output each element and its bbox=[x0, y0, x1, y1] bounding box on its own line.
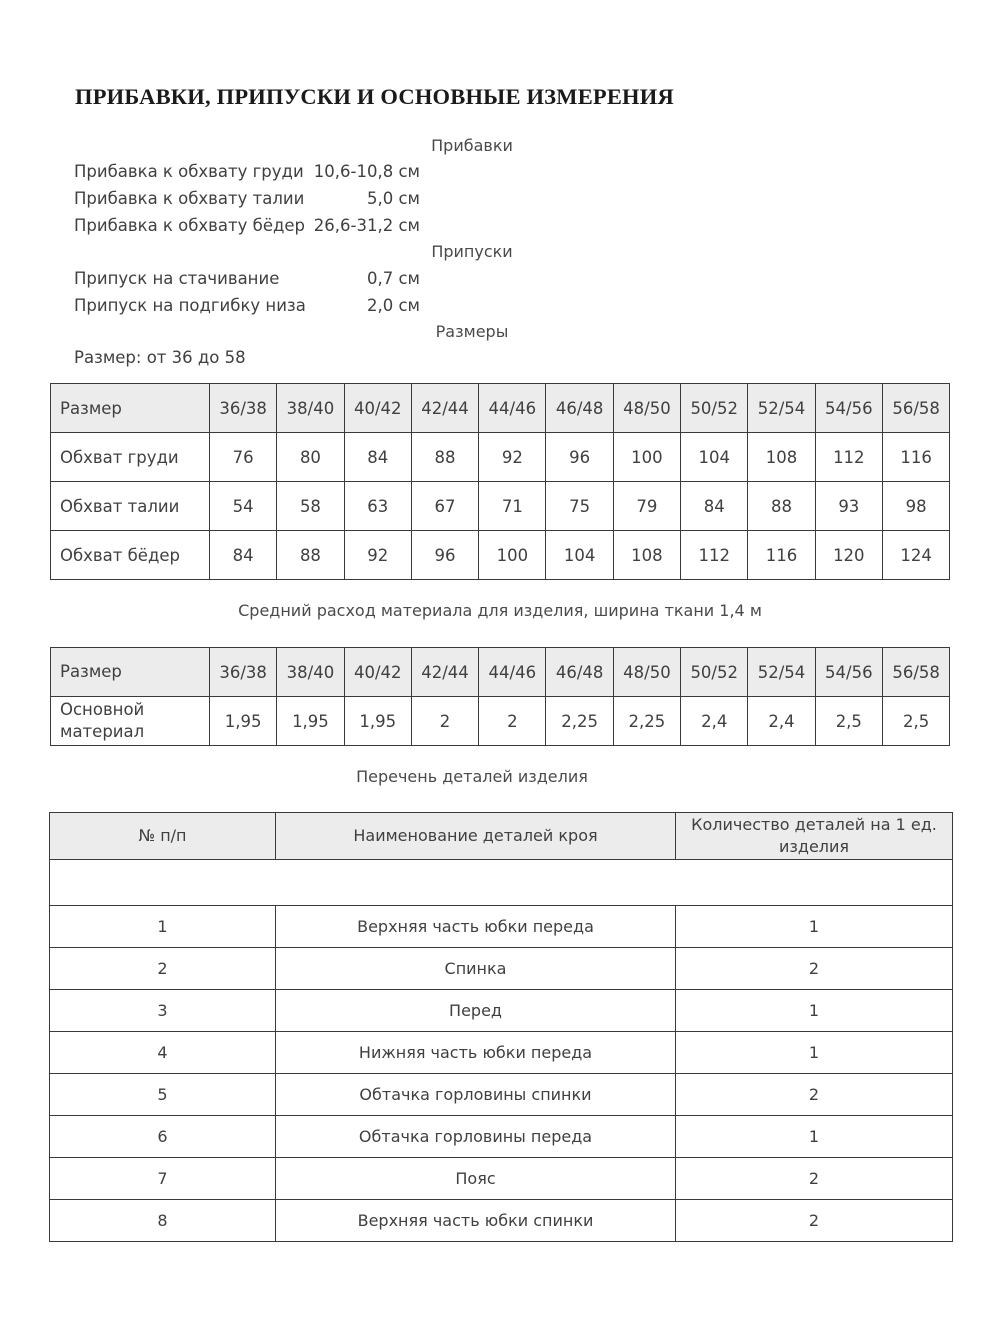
table-cell: 2,5 bbox=[815, 697, 882, 746]
size-header: 48/50 bbox=[613, 384, 680, 433]
table-cell: 54 bbox=[210, 482, 277, 531]
part-name: Перед bbox=[276, 990, 676, 1032]
table-row bbox=[50, 990, 953, 1032]
part-number: 1 bbox=[50, 906, 276, 948]
table-cell: 84 bbox=[210, 531, 277, 580]
row-label-line: Основной bbox=[60, 700, 145, 719]
table-cell: 75 bbox=[546, 482, 613, 531]
measurements-header-label: Размер bbox=[51, 384, 210, 433]
table-cell: 88 bbox=[411, 433, 478, 482]
table-cell: 124 bbox=[882, 531, 949, 580]
row-label: Обхват бёдер bbox=[51, 531, 210, 580]
part-quantity: 1 bbox=[676, 906, 953, 948]
seam-label-stitching: Припуск на стачивание bbox=[74, 269, 280, 288]
size-header: 50/52 bbox=[681, 648, 748, 697]
table-cell: 80 bbox=[277, 433, 344, 482]
table-row bbox=[51, 697, 950, 746]
part-name: Спинка bbox=[276, 948, 676, 990]
table-row bbox=[50, 1032, 953, 1074]
size-header: 42/44 bbox=[411, 648, 478, 697]
part-quantity: 1 bbox=[676, 1116, 953, 1158]
table-row bbox=[50, 948, 953, 990]
size-header: 56/58 bbox=[882, 384, 949, 433]
part-quantity: 2 bbox=[676, 1158, 953, 1200]
table-cell: 108 bbox=[748, 433, 815, 482]
seam-label-hem: Припуск на подгибку низа bbox=[74, 296, 306, 315]
page-title: ПРИБАВКИ, ПРИПУСКИ И ОСНОВНЫЕ ИЗМЕРЕНИЯ bbox=[75, 84, 674, 109]
table-cell: 120 bbox=[815, 531, 882, 580]
part-number: 2 bbox=[50, 948, 276, 990]
table-cell: 92 bbox=[479, 433, 546, 482]
table-row bbox=[50, 1074, 953, 1116]
table-cell: 100 bbox=[613, 433, 680, 482]
table-cell: 76 bbox=[210, 433, 277, 482]
allowance-value-waist: 5,0 см bbox=[366, 189, 420, 208]
size-header: 44/46 bbox=[479, 648, 546, 697]
table-cell: 108 bbox=[613, 531, 680, 580]
table-cell: 79 bbox=[613, 482, 680, 531]
table-cell: 96 bbox=[546, 433, 613, 482]
parts-header-row bbox=[50, 813, 953, 860]
table-cell: 84 bbox=[681, 482, 748, 531]
table-cell: 104 bbox=[681, 433, 748, 482]
part-name: Обтачка горловины спинки bbox=[276, 1074, 676, 1116]
size-header: 54/56 bbox=[815, 648, 882, 697]
part-name: Верхняя часть юбки переда bbox=[276, 906, 676, 948]
table-cell: 2,4 bbox=[681, 697, 748, 746]
seam-value-stitching: 0,7 см bbox=[366, 269, 420, 288]
table-cell: 1,95 bbox=[344, 697, 411, 746]
parts-table bbox=[49, 812, 953, 1242]
part-name: Верхняя часть юбки спинки bbox=[276, 1200, 676, 1242]
table-cell: 98 bbox=[882, 482, 949, 531]
col-header-quantity bbox=[676, 813, 953, 860]
table-cell: 116 bbox=[748, 531, 815, 580]
col-header-number: № п/п bbox=[50, 813, 276, 860]
table-cell: 2,25 bbox=[546, 697, 613, 746]
part-name: Обтачка горловины переда bbox=[276, 1116, 676, 1158]
allowance-value-chest: 10,6-10,8 см bbox=[313, 162, 420, 181]
material-header-row bbox=[51, 648, 950, 697]
col-header-line: Количество деталей на 1 ед. bbox=[691, 815, 937, 834]
table-cell: 2 bbox=[479, 697, 546, 746]
blank-row bbox=[50, 860, 953, 906]
size-header: 50/52 bbox=[681, 384, 748, 433]
table-cell: 2 bbox=[411, 697, 478, 746]
allowance-label-waist: Прибавка к обхвату талии bbox=[74, 189, 305, 208]
seam-value-hem: 2,0 см bbox=[366, 296, 420, 315]
measurements-header-row bbox=[51, 384, 950, 433]
table-cell: 63 bbox=[344, 482, 411, 531]
allowance-label-hips: Прибавка к обхвату бёдер bbox=[74, 216, 305, 235]
size-header: 40/42 bbox=[344, 384, 411, 433]
part-quantity: 1 bbox=[676, 990, 953, 1032]
allowances-heading: Прибавки bbox=[431, 136, 513, 155]
size-header: 48/50 bbox=[613, 648, 680, 697]
table-cell: 2,4 bbox=[748, 697, 815, 746]
part-number: 4 bbox=[50, 1032, 276, 1074]
table-row bbox=[50, 906, 953, 948]
table-row bbox=[50, 1116, 953, 1158]
blank-cell bbox=[50, 860, 953, 906]
size-header: 56/58 bbox=[882, 648, 949, 697]
size-header: 42/44 bbox=[411, 384, 478, 433]
table-row bbox=[50, 1200, 953, 1242]
part-name: Пояс bbox=[276, 1158, 676, 1200]
material-header-label: Размер bbox=[51, 648, 210, 697]
table-cell: 88 bbox=[277, 531, 344, 580]
size-header: 52/54 bbox=[748, 384, 815, 433]
size-header: 46/48 bbox=[546, 648, 613, 697]
table-cell: 1,95 bbox=[277, 697, 344, 746]
parts-heading: Перечень деталей изделия bbox=[356, 767, 588, 786]
size-header: 38/40 bbox=[277, 384, 344, 433]
row-label: Обхват талии bbox=[51, 482, 210, 531]
size-header: 52/54 bbox=[748, 648, 815, 697]
part-number: 3 bbox=[50, 990, 276, 1032]
part-quantity: 1 bbox=[676, 1032, 953, 1074]
table-cell: 2,25 bbox=[613, 697, 680, 746]
table-cell: 2,5 bbox=[882, 697, 949, 746]
part-name: Нижняя часть юбки переда bbox=[276, 1032, 676, 1074]
measurements-table bbox=[50, 383, 950, 580]
allowance-value-hips: 26,6-31,2 см bbox=[313, 216, 420, 235]
table-row bbox=[50, 1158, 953, 1200]
table-cell: 58 bbox=[277, 482, 344, 531]
table-cell: 96 bbox=[411, 531, 478, 580]
table-cell: 112 bbox=[815, 433, 882, 482]
row-label: Обхват груди bbox=[51, 433, 210, 482]
table-cell: 104 bbox=[546, 531, 613, 580]
size-header: 36/38 bbox=[210, 384, 277, 433]
table-cell: 1,95 bbox=[210, 697, 277, 746]
table-row bbox=[51, 482, 950, 531]
table-cell: 71 bbox=[479, 482, 546, 531]
table-cell: 84 bbox=[344, 433, 411, 482]
part-number: 8 bbox=[50, 1200, 276, 1242]
table-cell: 93 bbox=[815, 482, 882, 531]
size-header: 46/48 bbox=[546, 384, 613, 433]
size-range-text: Размер: от 36 до 58 bbox=[74, 348, 246, 367]
table-cell: 92 bbox=[344, 531, 411, 580]
part-quantity: 2 bbox=[676, 1074, 953, 1116]
sizes-heading: Размеры bbox=[435, 322, 509, 341]
part-number: 6 bbox=[50, 1116, 276, 1158]
part-quantity: 2 bbox=[676, 948, 953, 990]
row-label bbox=[51, 697, 210, 746]
size-header: 38/40 bbox=[277, 648, 344, 697]
part-number: 5 bbox=[50, 1074, 276, 1116]
col-header-name: Наименование деталей кроя bbox=[276, 813, 676, 860]
table-cell: 112 bbox=[681, 531, 748, 580]
material-heading: Средний расход материала для изделия, ширина ткани 1,4 м bbox=[238, 601, 762, 620]
allowance-label-chest: Прибавка к обхвату груди bbox=[74, 162, 304, 181]
size-header: 54/56 bbox=[815, 384, 882, 433]
table-cell: 100 bbox=[479, 531, 546, 580]
size-header: 40/42 bbox=[344, 648, 411, 697]
seams-heading: Припуски bbox=[431, 242, 513, 261]
table-cell: 116 bbox=[882, 433, 949, 482]
part-quantity: 2 bbox=[676, 1200, 953, 1242]
table-cell: 88 bbox=[748, 482, 815, 531]
table-cell: 67 bbox=[411, 482, 478, 531]
table-row bbox=[51, 433, 950, 482]
part-number: 7 bbox=[50, 1158, 276, 1200]
material-table bbox=[50, 647, 950, 746]
size-header: 36/38 bbox=[210, 648, 277, 697]
col-header-line: изделия bbox=[778, 837, 850, 856]
row-label-line: материал bbox=[60, 722, 145, 741]
table-row bbox=[51, 531, 950, 580]
size-header: 44/46 bbox=[479, 384, 546, 433]
